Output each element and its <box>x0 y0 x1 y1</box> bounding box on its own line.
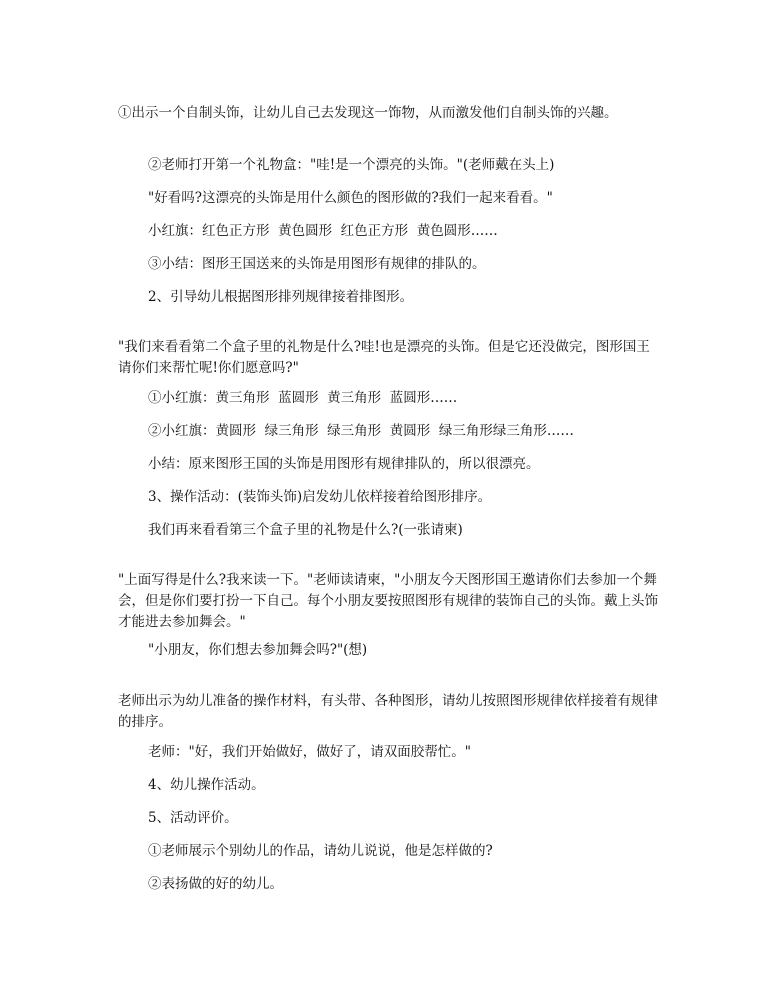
paragraph-5: ③小结：图形王国送来的头饰是用图形有规律的排队的。 <box>148 256 486 272</box>
paragraph-9: ②小红旗：黄圆形 绿三角形 绿三角形 黄圆形 绿三角形绿三角形…… <box>148 423 574 439</box>
paragraph-8: ①小红旗：黄三角形 蓝圆形 黄三角形 蓝圆形…… <box>148 390 458 406</box>
paragraph-12: 我们再来看看第三个盒子里的礼物是什么?(一张请柬) <box>148 522 463 538</box>
paragraph-16: 老师："好，我们开始做好，做好了，请双面胶帮忙。" <box>148 744 471 760</box>
paragraph-4: 小红旗：红色正方形 黄色圆形 红色正方形 黄色圆形…… <box>148 223 498 239</box>
paragraph-7: "我们来看看第二个盒子里的礼物是什么?哇!也是漂亮的头饰。但是它还没做完，图形国王请你们来帮忙呢!你们愿意吗?" <box>118 339 650 376</box>
paragraph-13: "上面写得是什么?我来读一下。"老师读请柬，"小朋友今天图形国王邀请你们去参加一个舞会，但是你们要打扮一下自己。每个小朋友要按照图形有规律的装饰自己的头饰。戴上头饰才能进去参加舞会。" <box>118 572 658 630</box>
paragraph-2: ②老师打开第一个礼物盒："哇!是一个漂亮的头饰。"(老师戴在头上) <box>148 157 555 173</box>
paragraph-20: ②表扬做的好的幼儿。 <box>148 876 283 892</box>
paragraph-1: ①出示一个自制头饰，让幼儿自己去发现这一饰物，从而激发他们自制头饰的兴趣。 <box>118 105 618 121</box>
paragraph-17: 4、幼儿操作活动。 <box>148 777 265 793</box>
paragraph-19: ①老师展示个别幼儿的作品，请幼儿说说，他是怎样做的? <box>148 843 493 859</box>
paragraph-6: 2、引导幼儿根据图形排列规律接着排图形。 <box>148 289 414 305</box>
paragraph-18: 5、活动评价。 <box>148 810 238 826</box>
paragraph-14: "小朋友，你们想去参加舞会吗?"(想) <box>148 642 368 658</box>
paragraph-10: 小结：原来图形王国的头饰是用图形有规律排队的，所以很漂亮。 <box>148 456 540 472</box>
paragraph-11: 3、操作活动：(装饰头饰)启发幼儿依样接着给图形排序。 <box>148 489 492 505</box>
paragraph-15: 老师出示为幼儿准备的操作材料，有头带、各种图形，请幼儿按照图形规律依样接着有规律的排序。 <box>118 693 658 730</box>
paragraph-3: "好看吗?这漂亮的头饰是用什么颜色的图形做的?我们一起来看看。" <box>148 190 553 206</box>
